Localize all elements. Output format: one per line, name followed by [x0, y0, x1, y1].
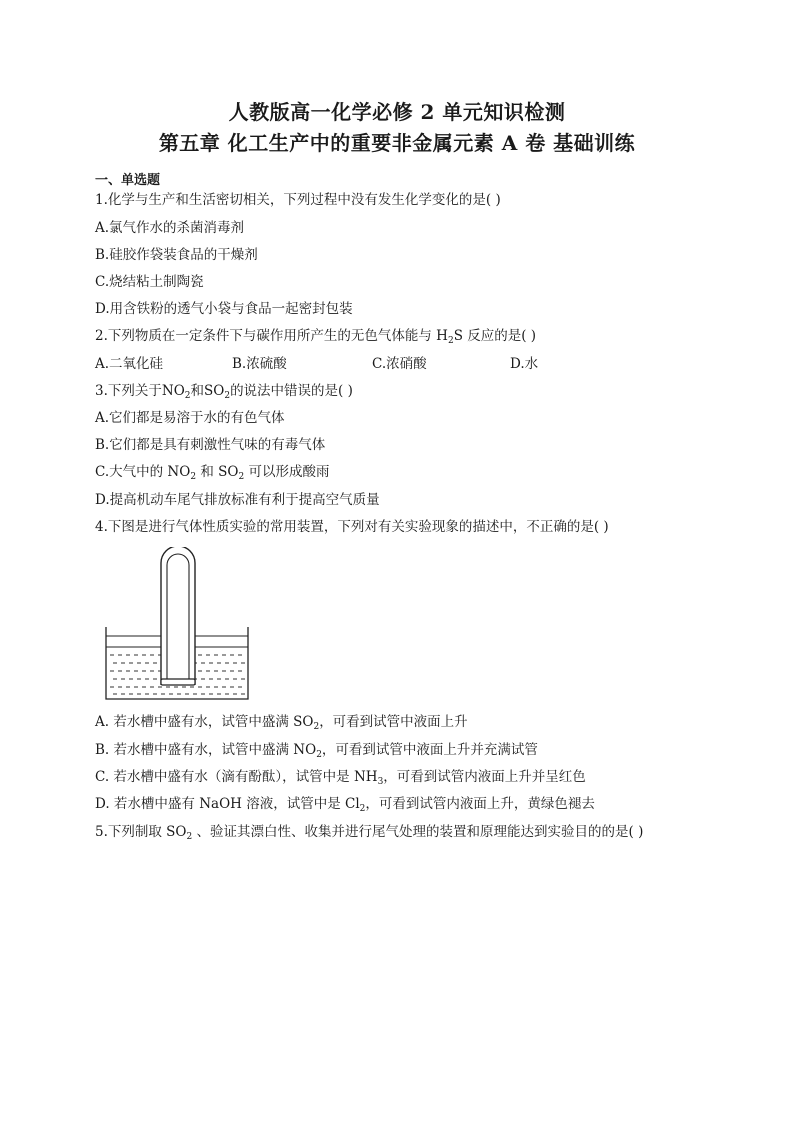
subscript: 2 [184, 391, 191, 401]
question-1-option-d: D.用含铁粉的透气小袋与食品一起密封包装 [95, 301, 353, 317]
option-text: D. 若水槽中盛有 NaOH 溶液，试管中是 Cl [95, 796, 360, 812]
option-text-end: ，可看到试管中液面上升并充满试管 [321, 742, 538, 758]
option-text: C. 若水槽中盛有水（滴有酚酞），试管中是 NH [95, 769, 378, 785]
question-3-stem-text: 3.下列关于NO [95, 383, 185, 399]
question-3-stem-text-mid: 和SO [190, 383, 225, 399]
question-2-option-b: B.浓硫酸 [232, 356, 287, 372]
section-heading: 一、单选题 [95, 173, 161, 188]
option-text-end: ，可看到试管内液面上升并呈红色 [383, 769, 586, 785]
question-2-option-c: C.浓硝酸 [372, 356, 427, 372]
question-4-option-d [95, 795, 595, 813]
option-text-end: ，可看到试管中液面上升 [319, 714, 468, 730]
question-3-option-b: B.它们都是具有刺激性气味的有毒气体 [95, 437, 326, 453]
option-text-end: ，可看到试管内液面上升，黄绿色褪去 [365, 796, 595, 812]
subscript: 2 [238, 472, 245, 482]
subscript: 2 [313, 722, 320, 732]
question-1-stem: 1.化学与生产和生活密切相关，下列过程中没有发生化学变化的是( ) [95, 192, 501, 208]
subscript: 2 [359, 804, 366, 814]
question-3-stem-text-end: 的说法中错误的是( ) [230, 383, 353, 399]
question-4-stem: 4.下图是进行气体性质实验的常用装置，下列对有关实验现象的描述中，不正确的是( ) [95, 519, 609, 535]
question-2-stem [95, 327, 536, 345]
subscript: 2 [190, 472, 197, 482]
question-2-option-d: D.水 [510, 356, 539, 372]
question-1-option-a: A.氯气作水的杀菌消毒剂 [95, 220, 245, 236]
subscript: 2 [447, 336, 454, 346]
option-text: C.大气中的 NO [95, 464, 191, 480]
gas-experiment-apparatus-diagram [104, 547, 250, 703]
document-subtitle: 第五章 化工生产中的重要非金属元素 A 卷 基础训练 [158, 131, 636, 155]
subscript: 3 [377, 777, 384, 787]
subscript: 2 [316, 750, 322, 760]
question-3-option-d: D.提高机动车尾气排放标准有利于提高空气质量 [95, 492, 380, 508]
question-4-option-a [95, 713, 468, 731]
option-text-end: 可以形成酸雨 [244, 464, 330, 480]
question-3-stem [95, 382, 353, 400]
option-text: A. 若水槽中盛有水，试管中盛满 SO [95, 714, 314, 730]
question-4-option-b [95, 741, 538, 759]
question-4-option-c [95, 768, 586, 786]
subscript: 2 [224, 391, 231, 401]
question-2-option-a: A.二氧化硅 [95, 356, 164, 372]
option-text-mid: 和 SO [196, 464, 239, 480]
question-5-stem-text-end: 、验证其漂白性、收集并进行尾气处理的装置和原理能达到实验目的的是( ) [192, 824, 644, 840]
question-1-option-c: C.烧结粘土制陶瓷 [95, 274, 204, 290]
subscript: 2 [186, 832, 193, 842]
option-text: B. 若水槽中盛有水，试管中盛满 NO [95, 742, 317, 758]
question-5-stem [95, 823, 643, 841]
question-5-stem-text: 5.下列制取 SO [95, 824, 187, 840]
question-1-option-b: B.硅胶作袋装食品的干燥剂 [95, 247, 258, 263]
document-title: 人教版高一化学必修 2 单元知识检测 [228, 100, 566, 124]
question-3-option-a: A.它们都是易溶于水的有色气体 [95, 410, 285, 426]
question-2-stem-text-end: S 反应的是( ) [453, 328, 537, 344]
question-3-option-c [95, 463, 329, 481]
question-2-stem-text: 2.下列物质在一定条件下与碳作用所产生的无色气体能与 H [95, 328, 448, 344]
